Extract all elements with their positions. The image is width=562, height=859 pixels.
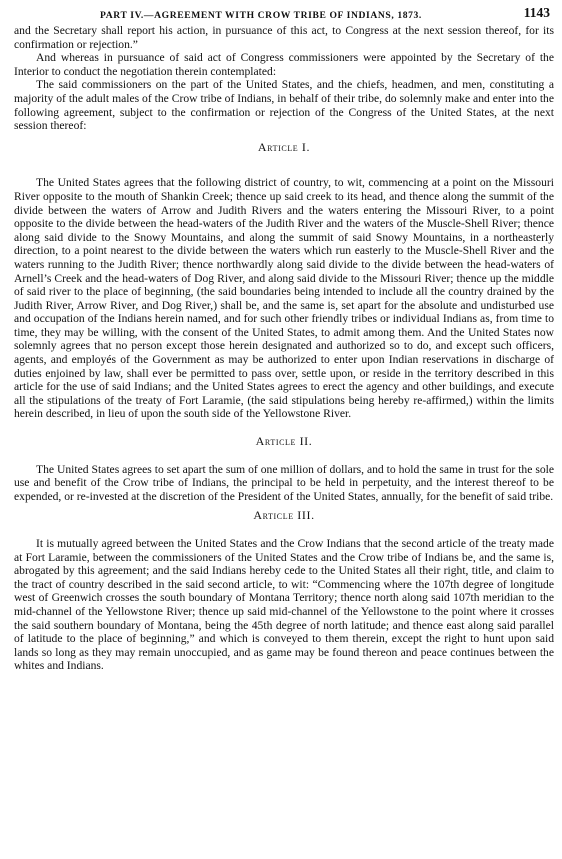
article-2-heading: Article II. <box>255 434 313 449</box>
intro-paragraph-continuation: and the Secretary shall report his action, in pursuance of this act, to Congress at the next session thereof, for its confirmation or rejection.” <box>14 24 554 51</box>
intro-paragraph-whereas: And whereas in pursuance of said act of Congress commissioners were appointed by the Secretary of the Interior to conduct the negotiation therein contemplated: <box>14 51 554 78</box>
article-1-text: The United States agrees that the following district of country, to wit, commencing at a point on the Missouri River opposite to the mouth of Shankin Creek; thence up said creek to its head, and thence along the summit of the divide between the waters of Arrow and Judith Rivers and the waters entering the Missouri River, to a point opposite to the divide between the head-waters of the Judith River and the waters of the Muscle-Shell River; thence along said divide to the Snowy Mountains, and along the summit of said Snowy Mountains, in a northeasterly direction, to a point nearest to the divide between the waters which run easterly to the Muscle-Shell River and the waters running to the Judith River; thence northwardly along said divide to the divide between the head-waters of Arnell’s Creek and the head-waters of Dog River, and along said divide to the Missouri River; thence up the middle of said river to the place of beginning, (the said boundaries being intended to include all the country drained by the Judith River, Arrow River, and Dog River,) shall be, and the same is, set apart for the absolute and undisturbed use and occupation of the Indians herein named, and for such other friendly tribes or individual Indians as, from time to time, they may be willing, with the consent of the United States, to admit among them. And the United States now solemnly agrees that no person except those herein designated and authorized so to do, and except such officers, agents, and employés of the Government as may be authorized to enter upon Indian reservations in discharge of duties enjoined by law, shall ever be permitted to pass over, settle upon, or reside in the territory described in this article for the use of said Indians; and the United States agrees to erect the agency and other buildings, and execute all the stipulations of the treaty of Fort Laramie, (the said stipulations being hereby re-affirmed,) within the limits herein described, in lieu of upon the south side of the Yellowstone River. <box>14 176 554 421</box>
article-1-heading: Article I. <box>257 139 311 154</box>
article-3-heading: Article III. <box>253 508 315 523</box>
intro-paragraph-commissioners: The said commissioners on the part of the United States, and the chiefs, headmen, and men, constituting a majority of the adult males of the Crow tribe of Indians, in behalf of their tribe, do solemnly make and enter into the following agreement, subject to the confirmation or rejection of the Congress of the United States, at the next session thereof: <box>14 78 554 133</box>
running-head-title: PART IV.—AGREEMENT WITH CROW TRIBE OF INDIANS, 1873. <box>100 10 422 21</box>
running-head <box>14 6 554 24</box>
article-2-text: The United States agrees to set apart the sum of one million of dollars, and to hold the same in trust for the sole use and benefit of the Crow tribe of Indians, the principal to be held in perpetuity, and the interest thereof to be expended, or re-invested at the discretion of the President of the United States, annually, for the benefit of said tribe. <box>14 462 554 503</box>
page-number: 1143 <box>523 5 550 20</box>
article-3-text: It is mutually agreed between the United States and the Crow Indians that the second article of the treaty made at Fort Laramie, between the commissioners of the United States and the Crow tribe of Indians be, and the same is, abrogated by this agreement; and the said Indians hereby cede to the United States all their right, title, and claim to the tract of country described in the said second article, to wit: “Commencing where the 107th degree of longitude west of Greenwich crosses the south boundary of Montana Territory; thence north along said 107th meridian to the mid-channel of the Yellowstone River; thence up said mid-channel of the Yellowstone to the point where it crosses the said southern boundary of Montana, being the 45th degree of north latitude; and thence east along said parallel of latitude to the place of beginning,” and which is conveyed to them therein, except the right to hunt upon said lands so long as they may remain unoccupied, and as game may be found thereon and peace continues between the whites and Indians. <box>14 537 554 673</box>
